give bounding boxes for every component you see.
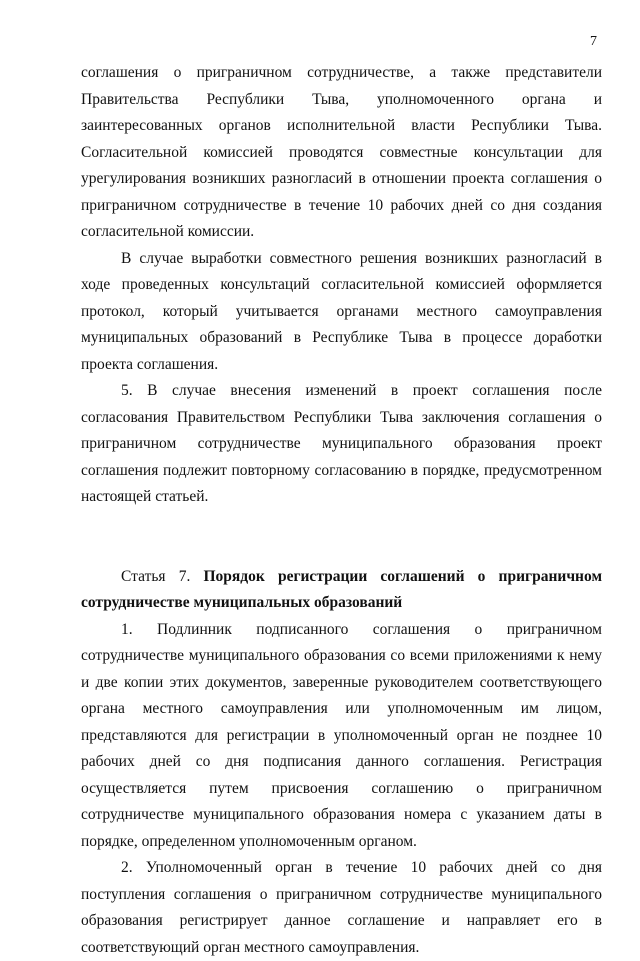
paragraph-continuation: соглашения о приграничном сотрудничестве, а также представители Правительства Республики Тыва, уполномоченного органа и заинтересованных органов исполнительной власти Республики Тыва. Согласительной комиссией проводятся совместные консультации для урегулирования возникших разногласий в отношении проекта соглашения о приграничном сотрудничестве в течение 10 рабочих дней со дня создания согласительной комиссии. bbox=[81, 64, 602, 240]
paragraph-item-1: 1. Подлинник подписанного соглашения о приграничном сотрудничестве муниципального образования со всеми приложениями к нему и две копии этих документов, заверенные руководителем соответствующего органа местного самоуправления или уполномоченным им лицом, представляются для регистрации в уполномоченный орган не позднее 10 рабочих дней со дня подписания данного соглашения. Регистрация осуществляется путем присвоения соглашению о приграничном сотрудничестве муниципального образования номера с указанием даты в порядке, определенном уполномоченным органом. bbox=[81, 620, 602, 850]
document-body bbox=[81, 60, 602, 961]
article-title: Порядок регистрации соглашений о приграничном сотрудничестве муниципальных образований bbox=[81, 567, 602, 611]
article-heading bbox=[81, 564, 602, 617]
paragraph-item-2: 2. Уполномоченный орган в течение 10 рабочих дней со дня поступления соглашения о приграничном сотрудничестве муниципального образования регистрирует данное соглашение и направляет его в соответствующий орган местного самоуправления. bbox=[81, 859, 602, 956]
page-number: 7 bbox=[590, 34, 597, 49]
article-label: Статья 7. bbox=[121, 567, 204, 585]
paragraph-commission-protocol: В случае выработки совместного решения возникших разногласий в ходе проведенных консультаций согласительной комиссией оформляется протокол, который учитывается органами местного самоуправления муниципальных образований в Республике Тыва в процессе доработки проекта соглашения. bbox=[81, 249, 602, 373]
section-gap bbox=[81, 511, 602, 564]
paragraph-item-5: 5. В случае внесения изменений в проект соглашения после согласования Правительством Республики Тыва заключения соглашения о приграничном сотрудничестве муниципального образования проект соглашения подлежит повторному согласованию в порядке, предусмотренном настоящей статьей. bbox=[81, 382, 602, 505]
